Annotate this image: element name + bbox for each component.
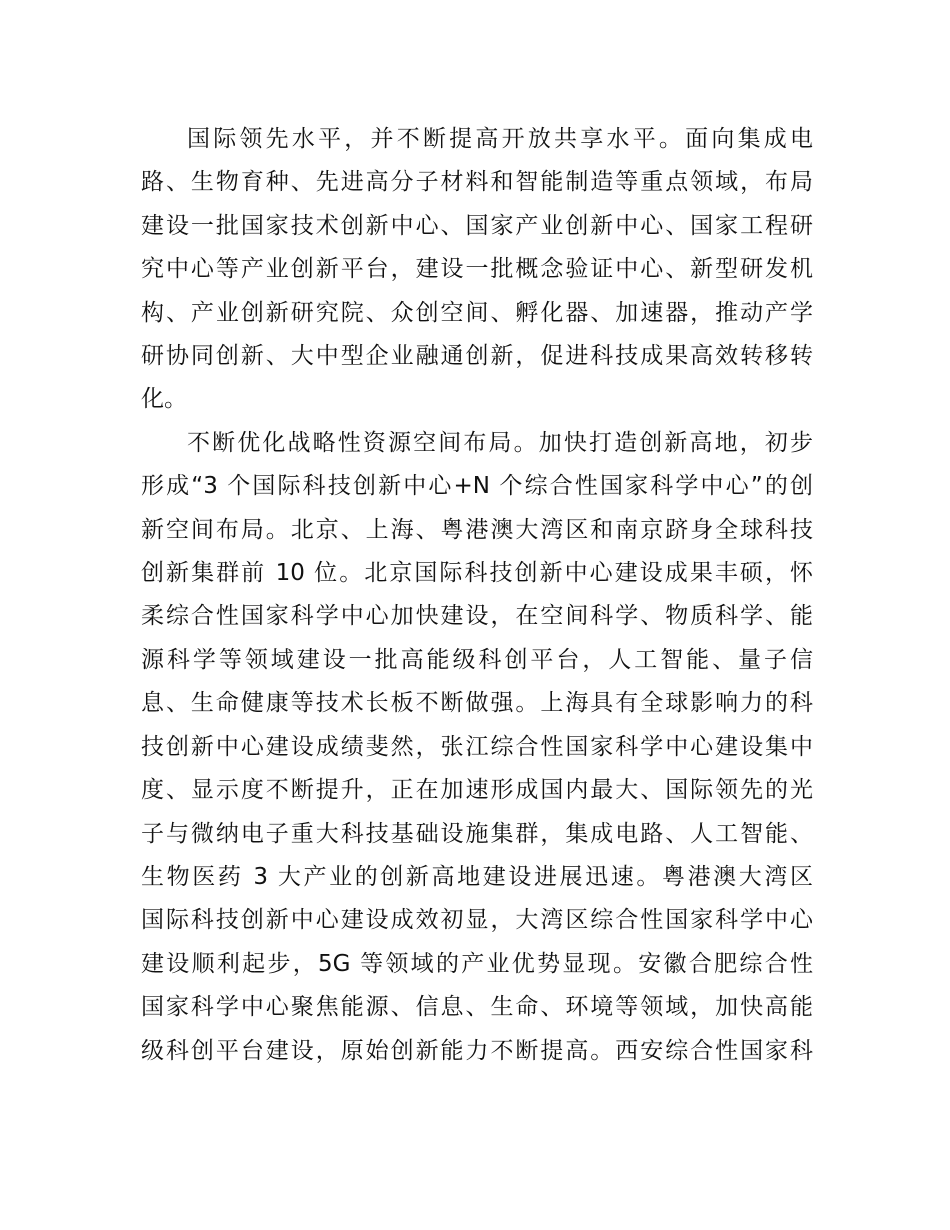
paragraph-line: 究中心等产业创新平台，建设一批概念验证中心、新型研发机 xyxy=(141,256,813,283)
paragraph-line: 建设一批国家技术创新中心、国家产业创新中心、国家工程研 xyxy=(141,212,813,239)
paragraph-line: 国家科学中心聚焦能源、信息、生命、环境等领域，加快高能 xyxy=(141,994,813,1021)
paragraph-line: 息、生命健康等技术长板不断做强。上海具有全球影响力的科 xyxy=(141,690,813,717)
paragraph-line: 路、生物育种、先进高分子材料和智能制造等重点领域，布局 xyxy=(141,169,813,196)
paragraph-line: 国际科技创新中心建设成效初显，大湾区综合性国家科学中心 xyxy=(141,907,813,934)
paragraph-line: 级科创平台建设，原始创新能力不断提高。西安综合性国家科 xyxy=(141,1037,813,1064)
body-text xyxy=(141,118,813,1073)
paragraph-line: 子与微纳电子重大科技基础设施集群，集成电路、人工智能、 xyxy=(141,820,813,847)
paragraph-1 xyxy=(141,118,813,422)
paragraph-line: 国际领先水平，并不断提高开放共享水平。面向集成电 xyxy=(187,126,813,152)
paragraph-line: 化。 xyxy=(141,386,187,413)
paragraph-line: 生物医药 3 大产业的创新高地建设进展迅速。粤港澳大湾区 xyxy=(141,863,813,890)
paragraph-line: 构、产业创新研究院、众创空间、孵化器、加速器，推动产学 xyxy=(141,299,813,326)
paragraph-line: 创新集群前 10 位。北京国际科技创新中心建设成果丰硕，怀 xyxy=(141,560,813,587)
paragraph-line: 建设顺利起步，5G 等领域的产业优势显现。安徽合肥综合性 xyxy=(141,950,813,977)
paragraph-line: 柔综合性国家科学中心加快建设，在空间科学、物质科学、能 xyxy=(141,603,813,630)
paragraph-line: 技创新中心建设成绩斐然，张江综合性国家科学中心建设集中 xyxy=(141,733,813,760)
paragraph-line: 度、显示度不断提升，正在加速形成国内最大、国际领先的光 xyxy=(141,777,813,804)
paragraph-2 xyxy=(141,422,813,1073)
paragraph-line: 源科学等领域建设一批高能级科创平台，人工智能、量子信 xyxy=(141,646,813,673)
paragraph-line: 研协同创新、大中型企业融通创新，促进科技成果高效转移转 xyxy=(141,343,813,370)
paragraph-line: 不断优化战略性资源空间布局。加快打造创新高地，初步 xyxy=(187,429,813,456)
paragraph-line: 形成“3 个国际科技创新中心+N 个综合性国家科学中心”的创 xyxy=(141,473,813,500)
paragraph-line: 新空间布局。北京、上海、粤港澳大湾区和南京跻身全球科技 xyxy=(141,516,813,543)
